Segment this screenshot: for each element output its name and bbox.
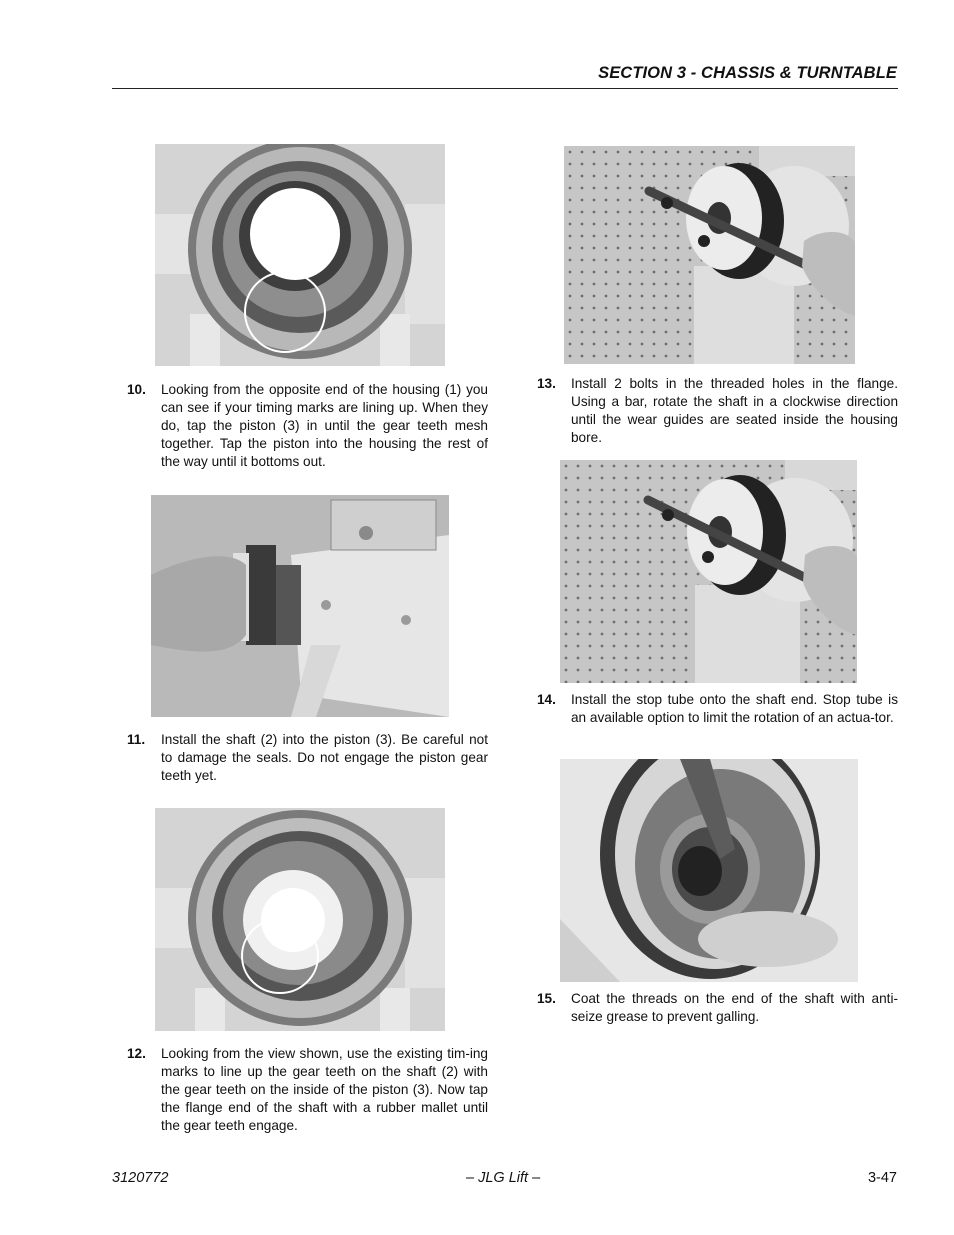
step-13	[537, 375, 898, 449]
step-text: Looking from the opposite end of the housing (1) you can see if your timing marks are lining up. When they do, tap the piston (3) in until the gear teeth mesh together. Tap the piston into the housing the rest of the way until it bottoms out.	[161, 382, 488, 469]
step-number: 12.	[127, 1046, 146, 1061]
step-14	[537, 691, 898, 747]
step-11	[127, 731, 488, 789]
step-number: 14.	[537, 692, 556, 707]
step-text: Coat the threads on the end of the shaft with anti-seize grease to prevent galling.	[571, 991, 898, 1024]
photo-stop-tube	[560, 759, 858, 982]
step-15	[537, 990, 898, 1028]
publisher: – JLG Lift –	[466, 1170, 541, 1186]
step-10	[127, 381, 488, 476]
step-number: 13.	[537, 376, 556, 391]
step-text: Install 2 bolts in the threaded holes in the flange. Using a bar, rotate the shaft in a clockwise direction until the wear guides are seated inside the housing bore.	[571, 376, 898, 445]
step-text: Looking from the view shown, use the existing tim-ing marks to line up the gear teeth on the shaft (2) with the gear teeth on the inside of the piston (3). Now tap the flange end of the shaft with a rubber mallet until the gear teeth engage.	[161, 1046, 488, 1133]
step-number: 11.	[127, 732, 146, 747]
step-text: Install the stop tube onto the shaft end. Stop tube is an available option to limit the rotation of an actua-tor.	[571, 692, 898, 725]
photo-housing-timing-marks	[155, 144, 445, 366]
section-title: SECTION 3 - CHASSIS & TURNTABLE	[598, 64, 897, 82]
step-text: Install the shaft (2) into the piston (3). Be careful not to damage the seals. Do not engage the piston gear teeth yet.	[161, 732, 488, 783]
step-number: 10.	[127, 382, 146, 397]
page-number: 3-47	[867, 1170, 897, 1186]
header-rule	[112, 88, 898, 89]
photo-rotate-shaft	[560, 460, 857, 683]
photo-shaft-gear-alignment	[155, 808, 445, 1031]
step-12	[127, 1045, 488, 1137]
photo-bolts-and-bar	[564, 146, 855, 364]
doc-number: 3120772	[112, 1170, 169, 1186]
photo-shaft-insertion	[151, 495, 449, 717]
step-number: 15.	[537, 991, 556, 1006]
